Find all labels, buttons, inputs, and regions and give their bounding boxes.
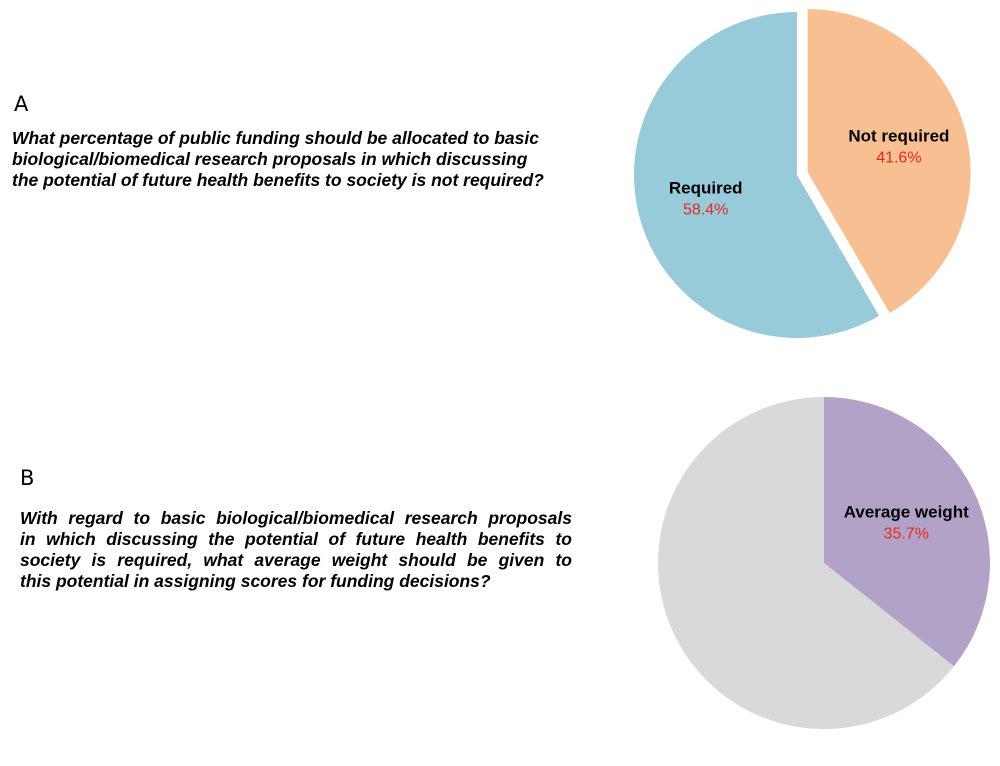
panel-letter-b: B bbox=[20, 466, 35, 490]
slice-label: Average weight bbox=[843, 502, 969, 522]
slice-value-label: 58.4% bbox=[683, 201, 729, 219]
slice-value-label: 41.6% bbox=[876, 149, 922, 167]
question-b-line: this potential in assigning scores for funding decisions? bbox=[20, 571, 491, 591]
slice-label: Not required bbox=[848, 126, 950, 146]
slice-label: Required bbox=[668, 178, 743, 198]
panel-letter-a: A bbox=[14, 92, 29, 116]
question-a-line: biological/biomedical research proposals in which discussing bbox=[12, 149, 528, 169]
question-a-line: What percentage of public funding should be allocated to basic bbox=[12, 128, 539, 148]
question-a-line: the potential of future health benefits to society is not required? bbox=[12, 170, 544, 190]
slice-value-label: 35.7% bbox=[883, 525, 929, 543]
question-b-line: in which discussing the potential of future health benefits to bbox=[20, 529, 572, 549]
question-b-line: With regard to basic biological/biomedical research proposals bbox=[20, 508, 572, 528]
question-b-line: society is required, what average weight should be given to bbox=[20, 550, 572, 570]
